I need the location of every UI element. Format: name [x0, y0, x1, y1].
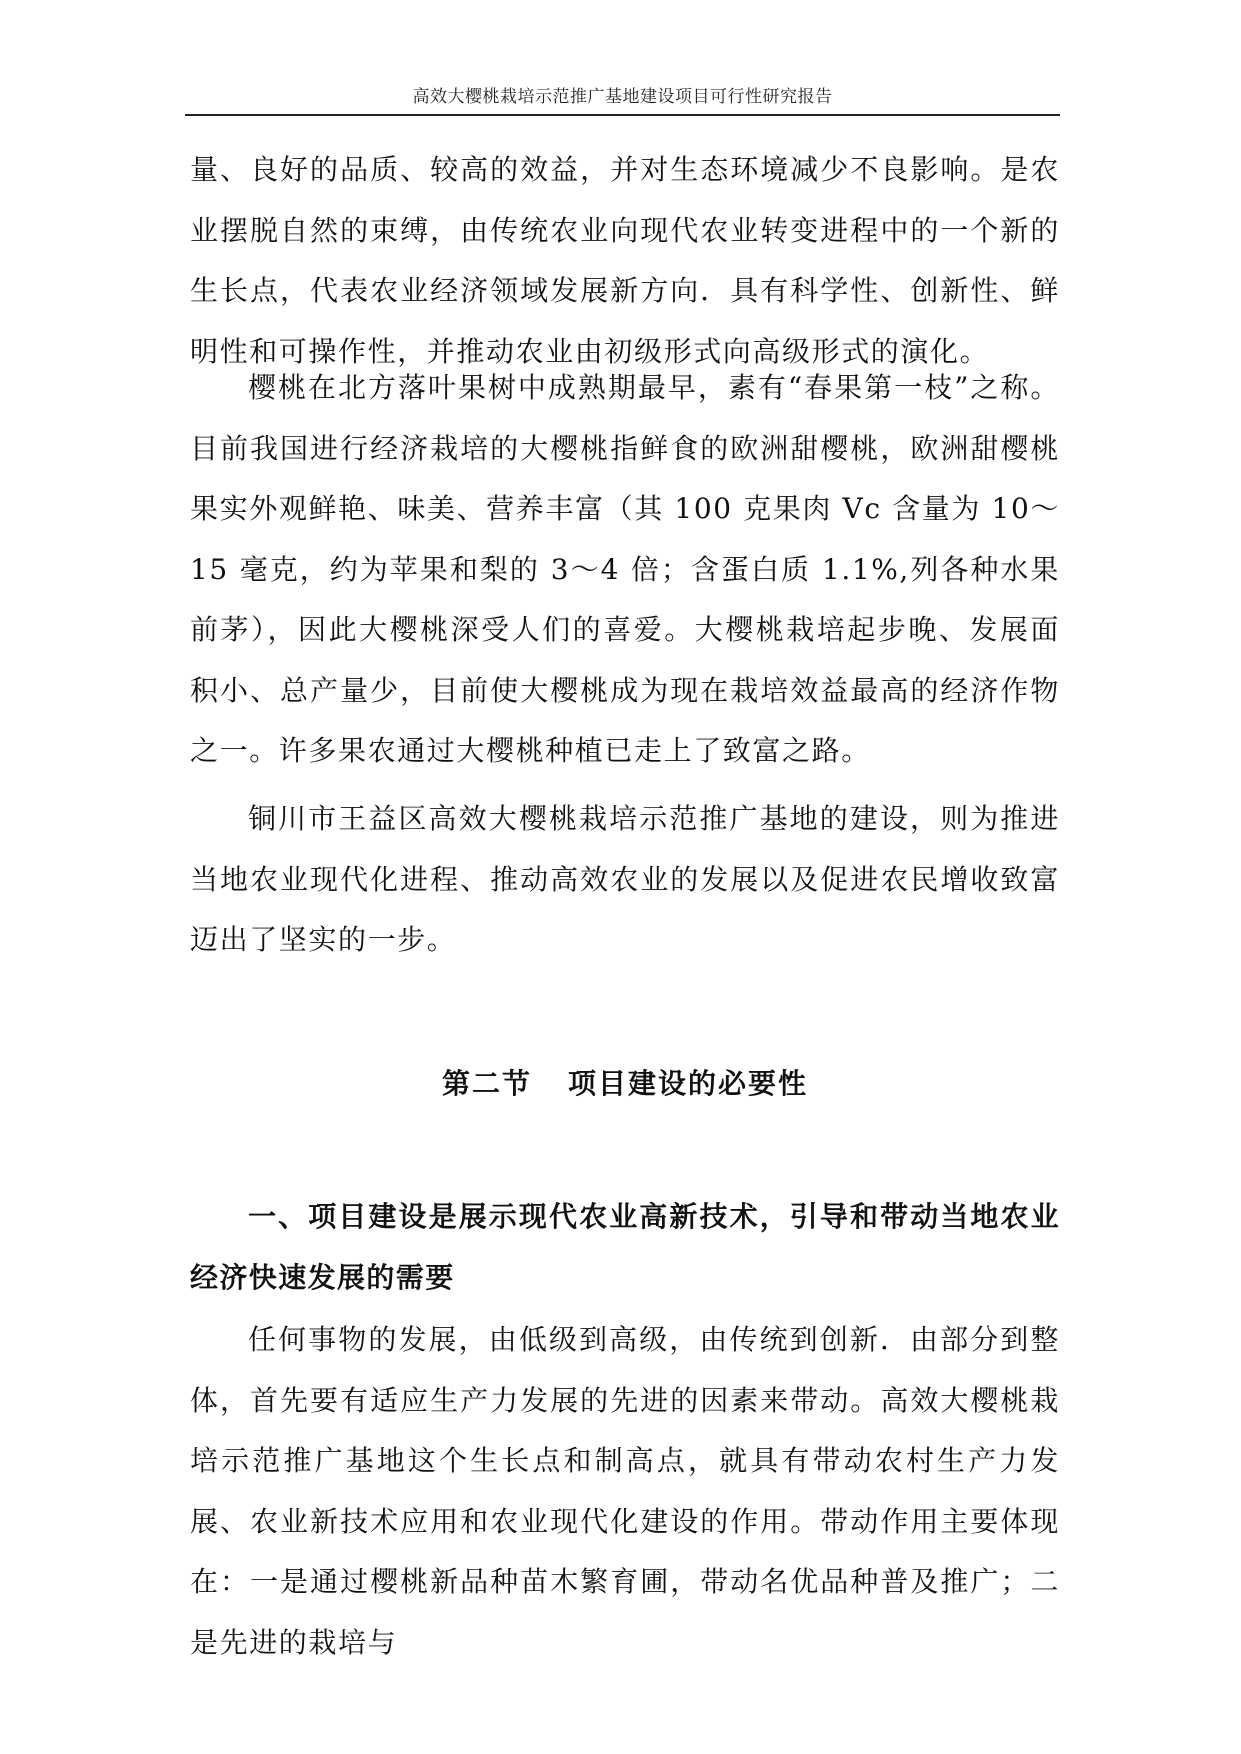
section-title: 项目建设的必要性 [568, 1067, 809, 1100]
paragraph-cherry-intro: 樱桃在北方落叶果树中成熟期最早，素有“春果第一枝”之称。目前我国进行经济栽培的大樱桃指鲜食的欧洲甜樱桃，欧洲甜樱桃果实外观鲜艳、味美、营养丰富（其 100 克果肉 Vc 含量为 10～15 毫克，约为苹果和梨的 3～4 倍；含蛋白质 1.1%,列各种水果前茅），因此大樱桃深受人们的喜爱。大樱桃栽培起步晚、发展面积小、总产量少，目前使大樱桃成为现在栽培效益最高的经济作物之一。许多果农通过大樱桃种植已走上了致富之路。 [190, 371, 1060, 767]
section-number: 第二节 [441, 1067, 532, 1100]
paragraph-necessity: 任何事物的发展，由低级到高级，由传统到创新．由部分到整体，首先要有适应生产力发展的先进的因素来带动。高效大樱桃栽培示范推广基地这个生长点和制高点，就具有带动农村生产力发展、农业新技术应用和农业现代化建设的作用。带动作用主要体现在：一是通过樱桃新品种苗木繁育圃，带动名优品种普及推广；二是先进的栽培与 [190, 1323, 1060, 1659]
header-divider [185, 114, 1060, 116]
paragraph-continuation: 量、良好的品质、较高的效益，并对生态环境减少不良影响。是农业摆脱自然的束缚，由传统农业向现代农业转变进程中的一个新的生长点，代表农业经济领域发展新方向．具有科学性、创新性、鲜明性和可操作性，并推动农业由初级形式向高级形式的演化。 [190, 153, 1060, 368]
running-header: 高效大樱桃栽培示范推广基地建设项目可行性研究报告 [412, 87, 833, 107]
paragraph-tongchuan-base: 铜川市王益区高效大樱桃栽培示范推广基地的建设，则为推进当地农业现代化进程、推动高效农业的发展以及促进农民增收致富迈出了坚实的一步。 [190, 802, 1060, 956]
subsection-heading: 一、项目建设是展示现代农业高新技术，引导和带动当地农业经济快速发展的需要 [190, 1200, 1060, 1294]
section-heading [190, 1062, 1060, 1102]
